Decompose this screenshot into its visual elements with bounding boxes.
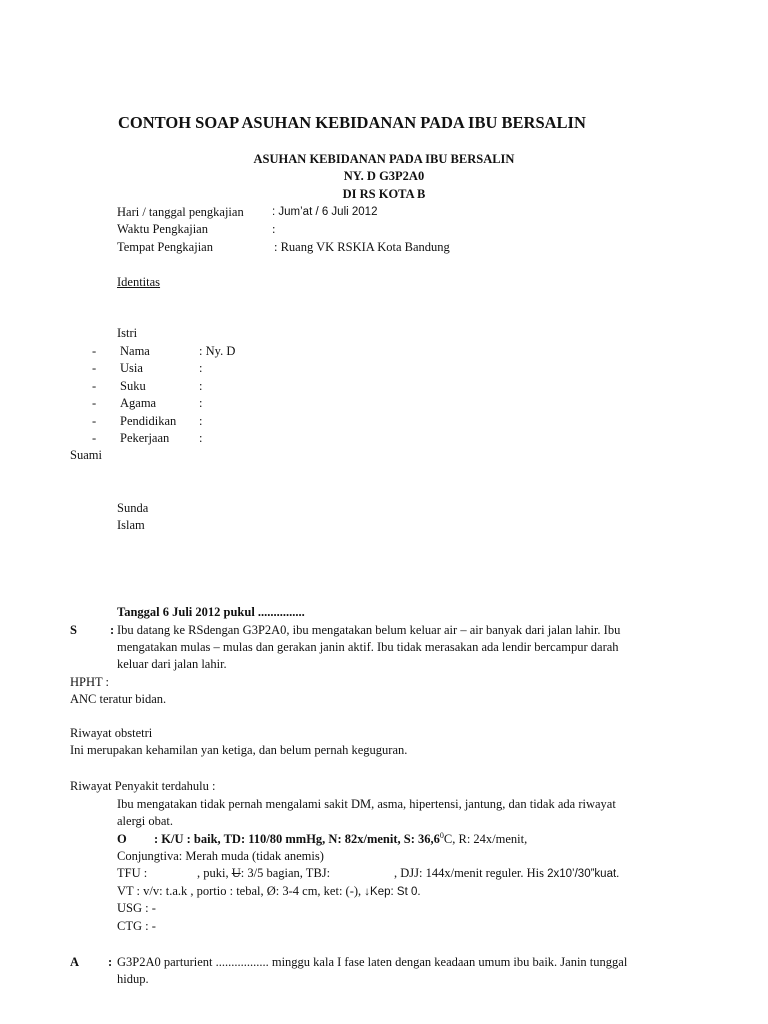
o-section-tfu-line (197, 865, 330, 882)
istri-bullet: - (92, 344, 97, 358)
subtitle-line-1: ASUHAN KEBIDANAN PADA IBU BERSALIN (253, 152, 515, 166)
istri-value-suku: : (199, 379, 203, 393)
riwayat-obstetri-text: Ini merupakan kehamilan yan ketiga, dan belum pernah keguguran. (70, 743, 408, 757)
document-title: CONTOH SOAP ASUHAN KEBIDANAN PADA IBU BERSALIN (118, 113, 586, 132)
subtitle-line-3: DI RS KOTA B (342, 187, 426, 201)
istri-bullet: - (92, 396, 97, 410)
tfu-puki: , puki, (197, 866, 232, 880)
tfu-strike-u: U (231, 866, 241, 880)
riwayat-penyakit-line-1: Ibu mengatakan tidak pernah mengalami sakit DM, asma, hipertensi, jantung, dan tidak ada riwayat (117, 797, 616, 811)
tempat-label: Tempat Pengkajian (117, 240, 213, 254)
istri-label-pendidikan: Pendidikan (120, 414, 177, 428)
istri-bullet: - (92, 431, 97, 445)
istri-bullet: - (92, 379, 97, 393)
istri-heading: Istri (117, 326, 138, 340)
o-section-ctg: CTG : - (117, 919, 156, 933)
waktu-label: Waktu Pengkajian (117, 222, 208, 236)
hari-value: : Jum’at / 6 Juli 2012 (272, 206, 378, 218)
istri-value-nama: : Ny. D (199, 344, 236, 358)
o-section-ku-text-b: C, R: 24x/menit, (443, 832, 528, 846)
istri-label-nama: Nama (120, 344, 150, 358)
o-section-conjungtiva: Conjungtiva: Merah muda (tidak anemis) (117, 849, 324, 863)
s-section-letter: S (70, 623, 77, 637)
suami-suku-value: Sunda (117, 501, 149, 515)
istri-bullet: - (92, 361, 97, 375)
riwayat-obstetri-heading: Riwayat obstetri (70, 726, 153, 740)
o-section-ku-line (154, 831, 527, 848)
suami-heading: Suami (70, 448, 102, 462)
a-section-line-1: G3P2A0 parturient ................. minggu kala I fase laten dengan keadaan umum ibu baik. Janin tunggal (117, 955, 628, 969)
s-section-line-3: keluar dari jalan lahir. (117, 657, 227, 671)
his-text: 2x10’/30”kuat. (547, 868, 620, 880)
suami-agama-value: Islam (117, 518, 145, 532)
a-section-line-2: hidup. (117, 972, 149, 986)
istri-label-suku: Suku (120, 379, 146, 393)
subtitle-line-2: NY. D G3P2A0 (343, 169, 425, 183)
o-section-ku-text-a: : K/U : baik, TD: 110/80 mmHg, N: 82x/menit, S: 36,6 (154, 832, 440, 846)
tanggal-line: Tanggal 6 Juli 2012 pukul ............... (117, 605, 305, 619)
istri-value-agama: : (199, 396, 203, 410)
o-section-letter: O (117, 832, 127, 846)
s-section-line-1: Ibu datang ke RSdengan G3P2A0, ibu mengatakan belum keluar air – air banyak dari jalan lahir. Ibu (117, 623, 621, 637)
istri-label-agama: Agama (120, 396, 157, 410)
a-section-colon: : (108, 955, 113, 969)
s-section-colon: : (110, 623, 115, 637)
anc-line: ANC teratur bidan. (70, 692, 167, 706)
istri-bullet: - (92, 414, 97, 428)
istri-value-pekerjaan: : (199, 431, 203, 445)
a-section-letter: A (70, 955, 80, 969)
istri-label-pekerjaan: Pekerjaan (120, 431, 170, 445)
o-section-tfu-label: TFU : (117, 866, 148, 880)
vt-text: VT : v/v: t.a.k , portio : tebal, Ø: 3-4 cm, ket: (-), (117, 884, 365, 898)
istri-value-pendidikan: : (199, 414, 203, 428)
o-section-vt-line (117, 883, 421, 901)
istri-label-usia: Usia (120, 361, 143, 375)
hari-label: Hari / tanggal pengkajian (117, 205, 244, 219)
riwayat-penyakit-line-2: alergi obat. (117, 814, 173, 828)
tfu-rest: : 3/5 bagian, TBJ: (240, 866, 331, 880)
riwayat-penyakit-heading: Riwayat Penyakit terdahulu : (70, 779, 216, 793)
vt-kep: ↓Kep: St 0. (364, 886, 421, 898)
o-section-usg: USG : - (117, 901, 156, 915)
waktu-value: : (272, 222, 276, 236)
o-section-djj-line (394, 865, 619, 883)
identitas-heading: Identitas (117, 275, 161, 289)
tempat-value: : Ruang VK RSKIA Kota Bandung (274, 240, 450, 254)
djj-text: , DJJ: 144x/menit reguler. His (394, 866, 548, 880)
hpht-line: HPHT : (70, 675, 110, 689)
degree-superscript: 0 (439, 830, 444, 840)
s-section-line-2: mengatakan mulas – mulas dan gerakan janin aktif. Ibu tidak merasakan ada lendir bercampur darah (117, 640, 619, 654)
istri-value-usia: : (199, 361, 203, 375)
